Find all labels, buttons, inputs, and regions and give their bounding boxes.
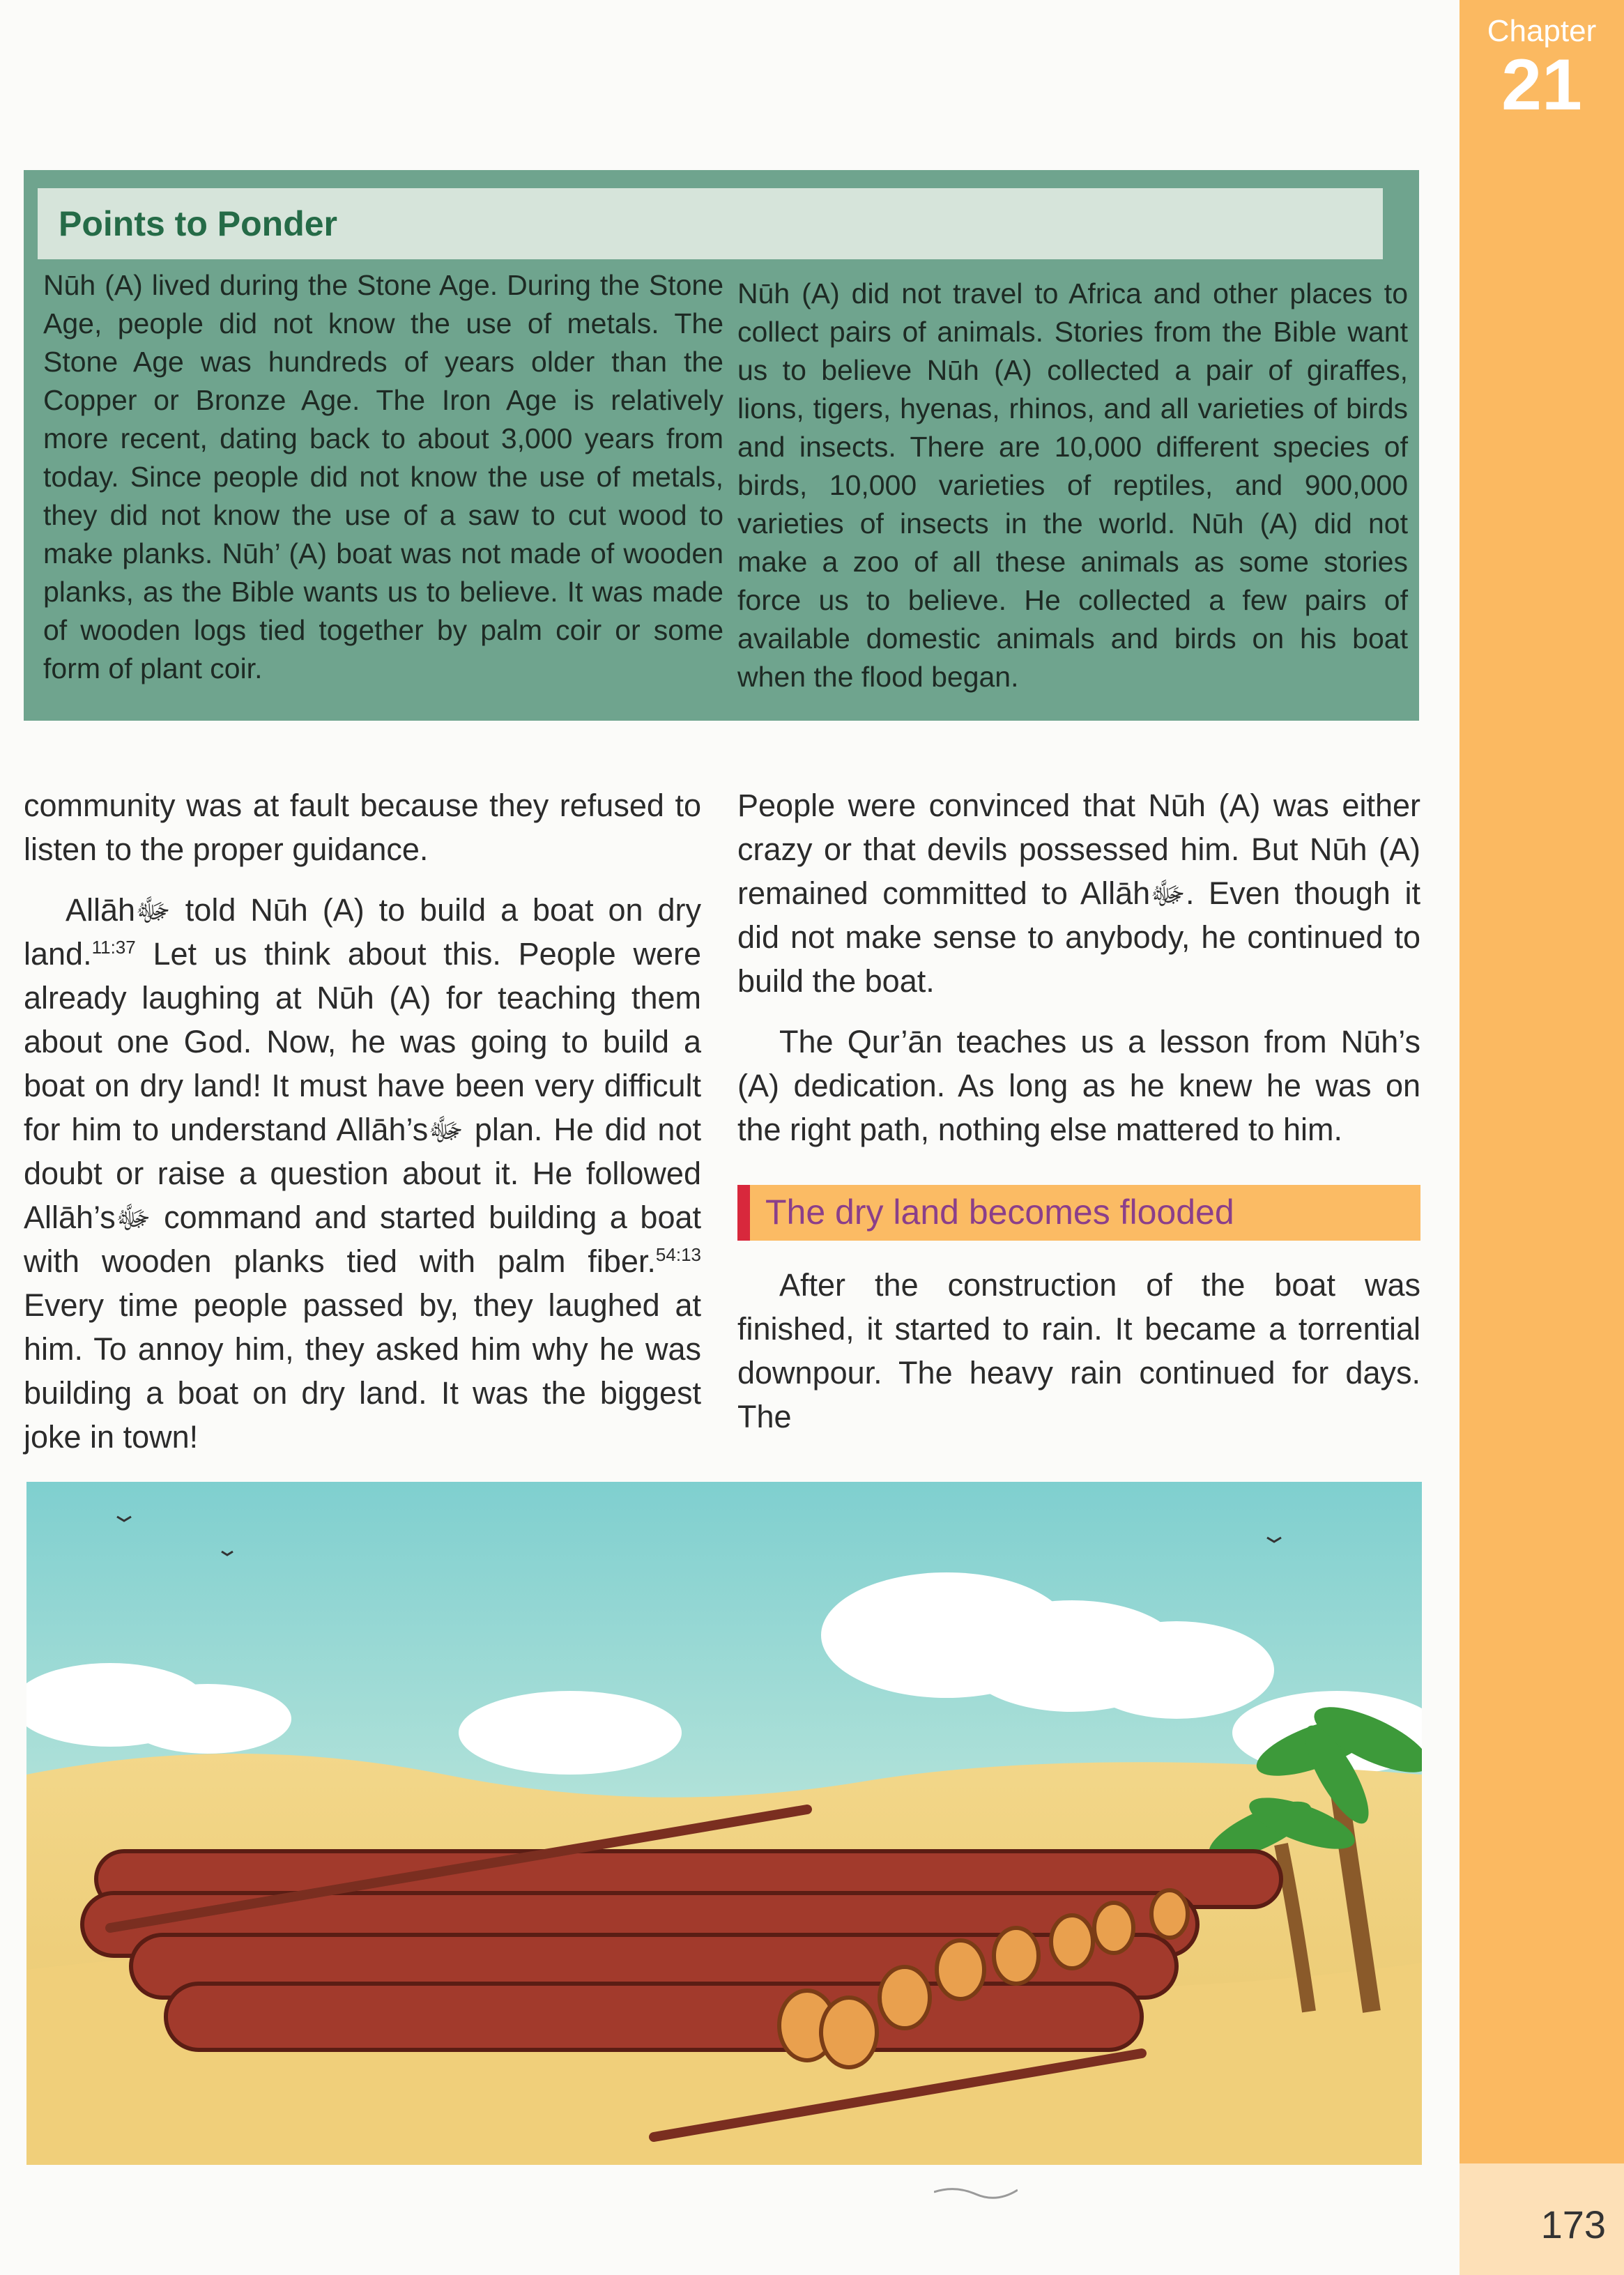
- verse-reference: 54:13: [655, 1244, 701, 1265]
- right-body-column-continued: [737, 1263, 1420, 1455]
- text-run: Every time people passed by, they laughed at him. To annoy him, they asked him why he was building a boat on dry land. It was the biggest joke in town!: [24, 1287, 701, 1455]
- wooden-logs: [82, 1851, 1281, 2050]
- text-run: . Even though it did not make sense to anybody, he continued to build the boat.: [737, 875, 1420, 999]
- ponder-title: Points to Ponder: [59, 204, 337, 243]
- text-run: command and started building a boat with wooden planks tied with palm fiber.: [24, 1200, 701, 1279]
- paragraph: After the construction of the boat was finished, it started to rain. It became a torrential downpour. The heavy rain continued for days. The: [737, 1267, 1420, 1434]
- paragraph: community was at fault because they refused to listen to the proper guidance.: [24, 788, 701, 867]
- paragraph: [24, 888, 701, 1459]
- honorific-glyph: ﷻ: [115, 1200, 151, 1235]
- section-heading: [737, 1185, 1420, 1241]
- heading-accent-bar: [737, 1185, 750, 1241]
- text-run: Allāh: [66, 892, 136, 928]
- honorific-glyph: ﷻ: [1150, 875, 1186, 911]
- right-body-column: [737, 783, 1420, 1168]
- text-run: Let us think about this. People were already laughing at Nūh (A) for teaching them about one God. Now, he was going to build a boat on dry land! It must have been very difficult for him to understand Allāh’s: [24, 936, 701, 1147]
- text-run: plan. He did not doubt or raise a question about it. He followed Allāh’s: [24, 1112, 701, 1235]
- verse-reference: 11:37: [91, 937, 136, 958]
- ponder-left-text: Nūh (A) lived during the Stone Age. During the Stone Age, people did not know the use of metals. The Stone Age was hundreds of years older than the Copper or Bronze Age. The Iron Age is relatively more recent, dating back to about 3,000 years from today. Since people did not know the use of metals, they did not know the use of a saw to cut wood to make planks. Nūh’ (A) boat was not made of wooden planks, as the Bible wants us to believe. It was made of wooden logs tied together by palm coir or some form of plant coir.: [43, 269, 723, 684]
- paragraph: The Qur’ān teaches us a lesson from Nūh’s (A) dedication. As long as he knew he was on the right path, nothing else mattered to him.: [737, 1024, 1420, 1147]
- text-run: told Nūh (A) to build a boat on dry land.: [24, 892, 701, 972]
- chapter-number: 21: [1501, 45, 1582, 125]
- text-run: People were convinced that Nūh (A) was either crazy or that devils possessed him. But Nūh (A) remained committed to Allāh: [737, 788, 1420, 911]
- page-number: 173: [1540, 2203, 1606, 2246]
- chapter-label: Chapter: [1487, 14, 1597, 48]
- paper-scuff-mark: [934, 2182, 1018, 2203]
- chapter-sidebar: [1460, 0, 1624, 2275]
- honorific-glyph: ﷻ: [135, 892, 171, 928]
- left-body-column: [24, 783, 701, 1476]
- section-heading-text: The dry land becomes flooded: [765, 1193, 1234, 1232]
- points-to-ponder-box: [24, 170, 1419, 721]
- paragraph: [737, 783, 1420, 1003]
- ponder-right-text: Nūh (A) did not travel to Africa and other places to collect pairs of animals. Stories from the Bible want us to believe Nūh (A) collected a pair of giraffes, lions, tigers, hyenas, rhinos, and all varieties of birds and insects. There are 10,000 different species of birds, 10,000 varieties of reptiles, and 900,000 varieties of insects in the world. Nūh (A) did not make a zoo of all these animals as some stories force us to believe. He collected a few pairs of available domestic animals and birds on his boat when the flood began.: [737, 277, 1408, 693]
- desert-logs-illustration: [26, 1482, 1422, 2165]
- honorific-glyph: ﷻ: [428, 1112, 464, 1147]
- ponder-title-bar: [38, 188, 1383, 259]
